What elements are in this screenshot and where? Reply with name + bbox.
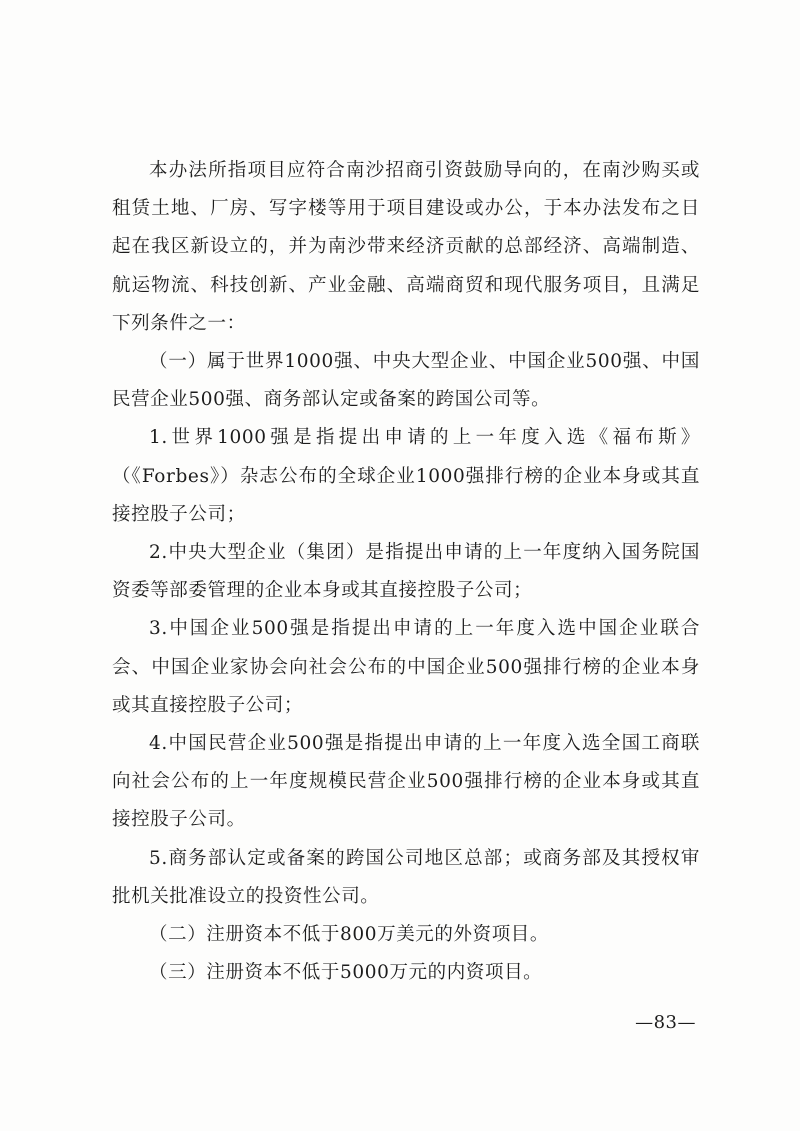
paragraph-condition-1: （一）属于世界1000强、中央大型企业、中国企业500强、中国民营企业500强、商务部认定或备案的跨国公司等。 bbox=[112, 351, 700, 411]
paragraph-condition-3: （三）注册资本不低于5000万元的内资项目。 bbox=[149, 962, 543, 984]
paragraph-item-3: 3.中国企业500强是指提出申请的上一年度入选中国企业联合会、中国企业家协会向社会公布的中国企业500强排行榜的企业本身或其直接控股子公司； bbox=[112, 618, 700, 716]
paragraph-item-1: 1.世界1000强是指提出申请的上一年度入选《福布斯》（《Forbes》）杂志公布的全球企业1000强排行榜的企业本身或其直接控股子公司； bbox=[112, 427, 700, 525]
paragraph-item-4: 4.中国民营企业500强是指提出申请的上一年度入选全国工商联向社会公布的上一年度规模民营企业500强排行榜的企业本身或其直接控股子公司。 bbox=[112, 733, 700, 831]
paragraph-intro: 本办法所指项目应符合南沙招商引资鼓励导向的，在南沙购买或租赁土地、厂房、写字楼等用于项目建设或办公，于本办法发布之日起在我区新设立的，并为南沙带来经济贡献的总部经济、高端制造、航运物流、科技创新、产业金融、高端商贸和现代服务项目，且满足下列条件之一： bbox=[112, 160, 700, 334]
paragraph-condition-2: （二）注册资本不低于800万美元的外资项目。 bbox=[149, 924, 550, 946]
document-body bbox=[112, 152, 700, 992]
paragraph-item-5: 5.商务部认定或备案的跨国公司地区总部；或商务部及其授权审批机关批准设立的投资性公司。 bbox=[112, 847, 700, 907]
paragraph-item-2: 2.中央大型企业（集团）是指提出申请的上一年度纳入国务院国资委等部委管理的企业本身或其直接控股子公司； bbox=[112, 542, 700, 602]
page-number: —83— bbox=[635, 1012, 696, 1033]
